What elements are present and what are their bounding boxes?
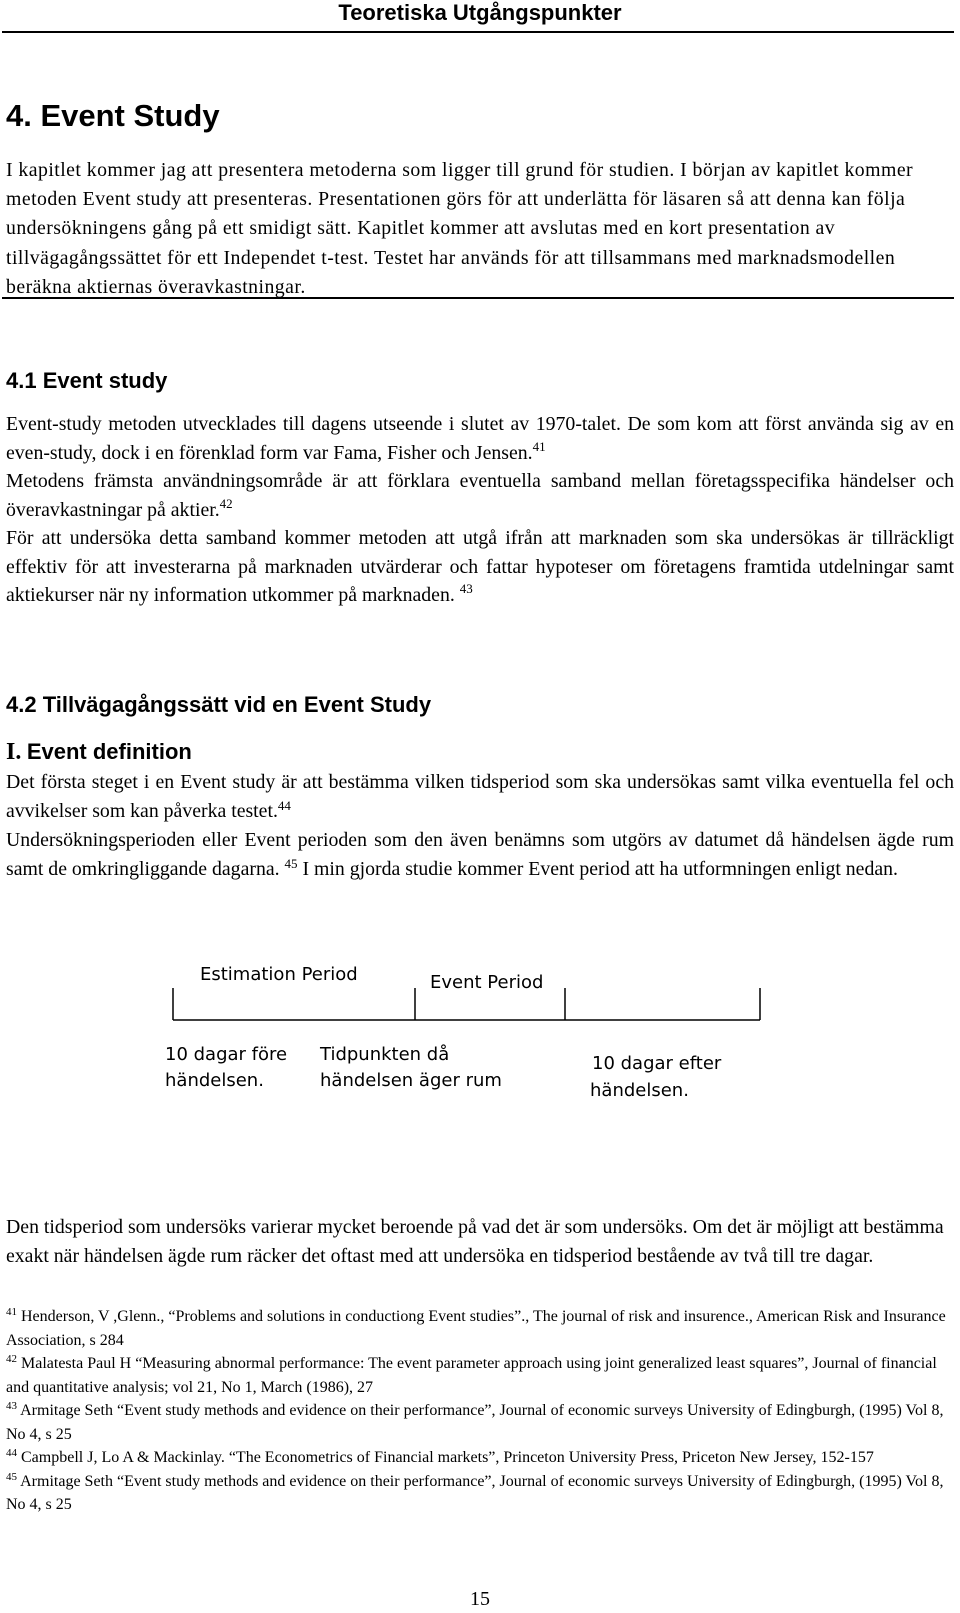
footnote-ref-42: 42 (219, 495, 233, 511)
footnote (6, 1352, 954, 1399)
after-label-line1: 10 dagar efter (592, 1053, 722, 1074)
footnote-text: Campbell J, Lo A & Mackinlay. “The Econometrics of Financial markets”, Princeton University Press, Priceton New Jersey, 152-157 (21, 1449, 874, 1466)
footnote-text: Malatesta Paul H “Measuring abnormal performance: The event parameter approach using joint generalized least squares”, Journal of financial and quantitative analysis; vol 21, No 1, March (1986), 27 (6, 1355, 937, 1396)
header-rule (2, 31, 954, 33)
chapter-intro: I kapitlet kommer jag att presentera metoderna som ligger till grund för studien. I början av kapitlet kommer metoden Event study att presenteras. Presentationen görs för att underlätta för läsaren så att denna kan följa undersökningens gång på ett smidigt sätt. Kapitlet kommer att avslutas med en kort presentation av tillvägagångssättet för ett Independet t-test. Testet har används för att tillsammans med marknadsmodellen beräkna aktiernas överavkastningar. (6, 159, 914, 298)
footnote (6, 1470, 954, 1517)
after-label-line2: händelsen. (590, 1080, 689, 1101)
footnotes (6, 1305, 954, 1517)
subsection-numeral: I. (6, 739, 22, 765)
section-4-2-title: 4.2 Tillvägagångssätt vid en Event Study (6, 692, 432, 717)
footnote-number: 43 (6, 1400, 17, 1412)
footnote-number: 44 (6, 1447, 17, 1459)
footnote-number: 41 (6, 1306, 17, 1318)
footnote-ref-44: 44 (277, 798, 291, 813)
footnote-ref-45: 45 (284, 856, 298, 871)
footnote-text: Henderson, V ,Glenn., “Problems and solutions in conductiong Event studies”., The journal of risk and insurence., American Risk and Insurance Association, s 284 (6, 1308, 946, 1349)
footnote-ref-41: 41 (532, 438, 546, 454)
ed-text1: Det första steget i en Event study är att bestämma vilken tidsperiod som ska undersökas samt vilka eventuella fel och avvikelser som kan påverka testet. (6, 771, 954, 822)
s41-text2: Metodens främsta användningsområde är att förklara eventuella samband mellan företagsspecifika händelser och överavkastningar på aktier. (6, 470, 954, 521)
s41-text1: Event-study metoden utvecklades till dagens utseende i slutet av 1970-talet. De som kom att först använda sig av en even-study, dock i en förenklad form var Fama, Fisher och Jensen. (6, 413, 954, 464)
section-4-1-title: 4.1 Event study (6, 368, 168, 393)
footnote (6, 1305, 954, 1352)
chapter-title: 4. Event Study (6, 98, 220, 133)
footnote-number: 42 (6, 1353, 17, 1365)
running-header: Teoretiska Utgångspunkter (338, 0, 622, 25)
before-label-line2: händelsen. (165, 1070, 264, 1091)
page-number: 15 (470, 1588, 490, 1610)
subsection-event-definition (6, 737, 192, 767)
intro-rule (2, 297, 954, 299)
footnote-text: Armitage Seth “Event study methods and evidence on their performance”, Journal of economic surveys University of Edingburgh, (1995) Vol 8, No 4, s 25 (6, 1472, 944, 1513)
event-definition-body (6, 768, 954, 884)
event-day-label-line1: Tidpunkten då (320, 1044, 450, 1065)
ed-text3: I min gjorda studie kommer Event period att ha utformningen enligt nedan. (302, 858, 898, 880)
footnote (6, 1446, 954, 1470)
footnote (6, 1399, 954, 1446)
footnote-ref-43: 43 (459, 581, 473, 596)
footnote-number: 45 (6, 1470, 17, 1483)
s41-text3: För att undersöka detta samband kommer metoden att utgå ifrån att marknaden som ska undersökas är tillräckligt effektiv för att investerarna på marknaden utvärderar och fattar hypoteser om företagens framtida utdelningar samt aktiekurser när ny information utkommer på marknaden. (6, 527, 954, 606)
event-period-label: Event Period (430, 972, 544, 993)
before-label-line1: 10 dagar före (165, 1044, 288, 1065)
estimation-period-label: Estimation Period (200, 964, 358, 985)
section-4-1-body (6, 410, 954, 610)
footnote-text: Armitage Seth “Event study methods and evidence on their performance”, Journal of economic surveys University of Edingburgh, (1995) Vol 8, No 4, s 25 (6, 1402, 944, 1443)
subsection-title: Event definition (26, 739, 192, 764)
closing-paragraph: Den tidsperiod som undersöks varierar mycket beroende på vad det är som undersöks. Om det är möjligt att bestämma exakt när händelsen ägde rum räcker det oftast med att undersöka en tidsperiod bestående av två till tre dagar. (6, 1216, 944, 1267)
ed-text2: Undersökningsperioden eller Event perioden som den även benämns som utgörs av datumet då händelsen ägde rum samt de omkringliggande dagarna. (6, 829, 954, 880)
event-day-label-line2: händelsen äger rum (320, 1070, 502, 1091)
event-period-diagram (140, 960, 880, 1140)
